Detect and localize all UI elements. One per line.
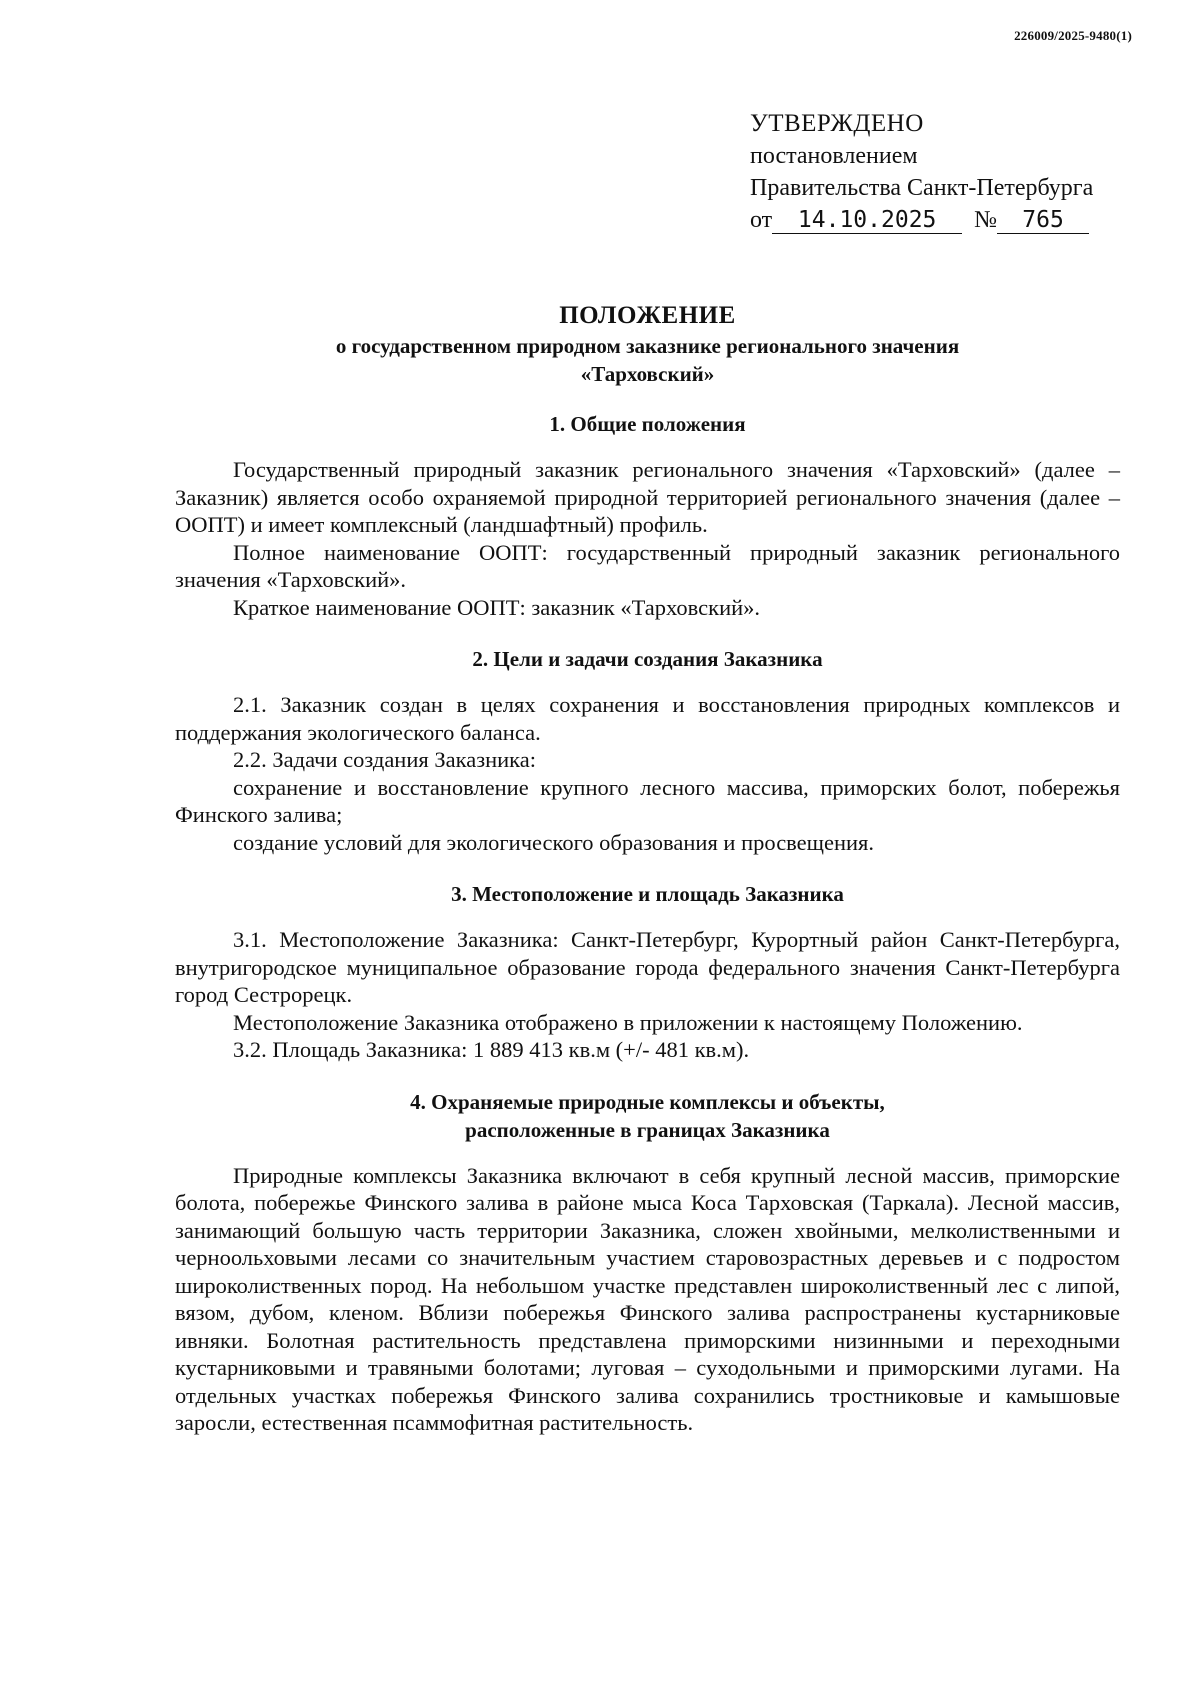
section-2-paragraph: создание условий для экологического образования и просвещения. xyxy=(233,829,875,855)
section-2-paragraph: 2.2. Задачи создания Заказника: xyxy=(233,747,536,772)
date-prefix: от xyxy=(750,207,773,233)
document-title-block xyxy=(175,300,1120,388)
section-1-paragraph: Государственный природный заказник регионального значения «Тарховский» (далее – Заказник) является особо охраняемой природной территорией регионального значения (далее – ООПТ) и имеет комплексный (ландшафтный) профиль. xyxy=(175,457,1120,537)
section-heading-4-line-1: 4. Охраняемые природные комплексы и объекты, xyxy=(410,1089,885,1114)
section-3-paragraph: 3.2. Площадь Заказника: 1 889 413 кв.м (+/- 481 кв.м). xyxy=(233,1037,750,1062)
approval-date-line xyxy=(750,204,1093,236)
section-2-paragraph: сохранение и восстановление крупного лесного массива, приморских болот, побережья Финского залива; xyxy=(175,774,1120,827)
document-body xyxy=(175,410,1120,1437)
section-heading-4-line-2: расположенные в границах Заказника xyxy=(465,1117,830,1142)
section-3-paragraph: 3.1. Местоположение Заказника: Санкт-Петербург, Курортный район Санкт-Петербурга, внутригородское муниципальное образование города федерального значения Санкт-Петербурга город Сестрорецк. xyxy=(175,927,1120,1007)
section-1-paragraph: Краткое наименование ООПТ: заказник «Тарховский». xyxy=(233,594,761,620)
number-sign: № xyxy=(974,207,998,233)
section-2-paragraph: 2.1. Заказник создан в целях сохранения и восстановления природных комплексов и поддержания экологического баланса. xyxy=(175,692,1120,745)
section-heading-1: 1. Общие положения xyxy=(549,412,746,436)
approval-number: 765 xyxy=(997,207,1089,234)
section-4-paragraph: Природные комплексы Заказника включают в себя крупный лесной массив, приморские болота, побережье Финского залива в районе мыса Коса Тарховская (Таркала). Лесной массив, занимающий большую часть территории Заказника, сложен хвойными, мелколиственными и черноольховыми лесами со значительным участием старовозрастных деревьев и с подростом широколиственных пород. На небольшом участке представлен широколиственный лес с липой, вязом, дубом, кленом. Вблизи побережья Финского залива распространены кустарниковые ивняки. Болотная растительность представлена приморскими низинными и переходными кустарниковыми и травяными болотами; луговая – суходольными и приморскими лугами. На отдельных участках побережья Финского залива сохранились тростниковые и камышовые заросли, естественная псаммофитная растительность. xyxy=(175,1162,1120,1435)
approved-by-decree: постановлением xyxy=(750,143,918,169)
section-1-paragraph: Полное наименование ООПТ: государственный природный заказник регионального значения «Тарховский». xyxy=(175,539,1120,592)
approval-date: 14.10.2025 xyxy=(772,207,962,234)
approved-label: УТВЕРЖДЕНО xyxy=(750,110,924,137)
approving-authority: Правительства Санкт-Петербурга xyxy=(750,175,1094,201)
document-registration-number: 226009/2025-9480(1) xyxy=(1014,28,1132,43)
document-subtitle-line-2: «Тарховский» xyxy=(580,362,715,386)
document-title: ПОЛОЖЕНИЕ xyxy=(559,302,736,329)
section-3-paragraph: Местоположение Заказника отображено в приложении к настоящему Положению. xyxy=(233,1009,1023,1035)
section-heading-2: 2. Цели и задачи создания Заказника xyxy=(472,647,823,671)
approval-stamp-block xyxy=(750,108,1093,236)
section-heading-3: 3. Местоположение и площадь Заказника xyxy=(451,882,844,906)
document-subtitle-line-1: о государственном природном заказнике регионального значения xyxy=(335,334,960,358)
